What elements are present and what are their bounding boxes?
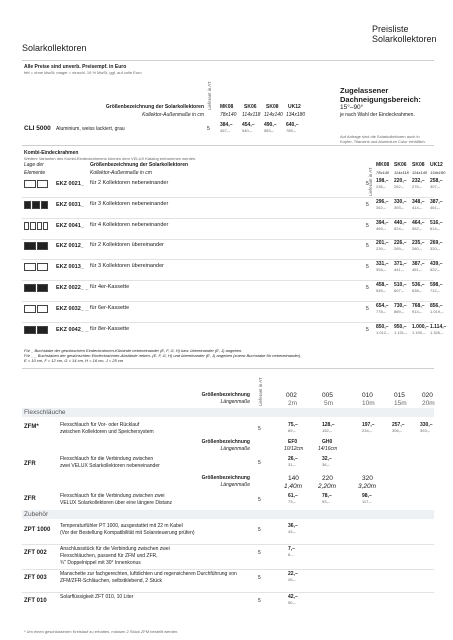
product-code: CLI 5000 [24,125,51,132]
element-layout-icon [24,180,48,188]
price-gross: 414,– [412,205,423,210]
col-dim: 114x140 [412,170,428,175]
row-divider [22,218,434,219]
price-gross: 1.012,– [376,330,390,335]
price-cell [322,422,335,433]
lieferant-value: 5 [207,126,210,132]
price-cell [412,303,425,314]
col-len: 2m [288,400,298,407]
price-gross: 307,– [430,184,441,189]
kombi-row-desc: für 3 Kollektoren nebeneinander [90,201,169,207]
kombi-sub: Weitere Varianten des Kombi-Eindeckrahmens können dem VELUX Katalog entnommen werden. [24,156,197,161]
price-net: 387,– [430,199,443,205]
kombi-row-desc: für 6er-Kassette [90,305,130,311]
kombi-row-code: EKZ 0031_ [56,202,84,208]
col-len: 15m [394,400,407,407]
price-cell [376,240,389,251]
elemente-label: Elemente [24,170,46,176]
kombi-dim-label: Kollektor-Außenmaße in cm [90,170,152,176]
price-cell [412,199,425,210]
price-net: 226,– [394,240,407,246]
price-net: 516,– [430,220,443,226]
col-code: SK08 [412,162,425,168]
price-net: 768,– [412,303,425,309]
kombi-row-code: EKZ 0032_ _ [56,306,89,312]
price-net: 330,– [394,199,407,205]
element-layout-icon [24,263,48,271]
zfm-desc2: zwischen Kollektoren und Speichersystem [60,429,154,435]
price-gross: 461,– [412,267,423,272]
price-gross: 393,– [394,205,405,210]
price-cell [394,240,407,251]
price-gross: 320,– [430,246,441,251]
zfr1-desc1: Flexschlauch für die Verbindung zwischen [60,456,154,462]
price-cell [430,261,443,272]
price-cell [394,261,407,272]
price-net: 197,– [362,422,375,428]
price-cell [392,422,405,433]
price-cell [394,220,407,231]
section-title: Solarkollektoren [22,43,87,53]
row-divider [22,569,434,570]
price-net: 856,– [430,303,443,309]
col-dim: 78x140 [220,112,237,118]
price-cell [376,324,389,335]
price-cell [288,546,295,557]
zubehoer-code: ZFT 003 [24,575,47,581]
intro-sub: fett = ohne MwSt; mager = einschl. 19 % MwSt, ggf. auf volle Euro [24,70,142,75]
side-range-sub: je nach Wahl der Eindeckrahmen. [340,112,415,118]
price-net: 201,– [376,240,389,246]
price-cell: 454,– 540,– [242,122,255,133]
price-gross: 914,– [412,309,423,314]
col-code: 002 [286,392,297,399]
zfr1-len-label: Längenmaße [220,446,250,452]
price-gross: 545,– [376,288,387,293]
divider [22,60,434,61]
price-net: 128,– [322,422,335,428]
price-net: 394,– [376,220,389,226]
row-divider [22,259,434,260]
price-gross: 1.326,– [430,330,444,335]
col-dim: 134x180 [430,170,446,175]
price-gross: 869,– [394,309,405,314]
price-cell: 384,– 457,– [220,122,233,133]
zfr2-code: 140 [288,475,299,482]
price-net: 36,– [288,523,298,529]
row-divider [22,592,434,593]
zfr1-code-main: ZFR [24,461,36,467]
price-net: 198,– [376,178,389,184]
price-cell [430,240,443,251]
price-net: 22,– [288,571,298,577]
zubehoer-code: ZPT 1000 [24,527,51,533]
intro-bold: Alle Preise sind unverb. Preisempf. in Euro [24,64,127,70]
side-title: Zugelassener [340,86,389,95]
zfr1-code: GH0 [322,439,333,445]
price-gross: 26,– [288,577,296,582]
zubehoer-section-title: Zubehör [24,511,49,518]
row-divider [22,239,434,240]
price-cell [430,220,443,231]
kombi-foot3: E = 10 cm, F = 12 cm, G = 14 cm, H = 16 cm, J = 25 cm [24,358,124,363]
side-range: 15°–90° [340,104,364,111]
kombi-row-desc: für 2 Kollektoren nebeneinander [90,180,169,186]
side-title: Dachneigungsbereich: [340,95,421,104]
zfm-lieferant: 5 [258,426,261,432]
kombi-row-desc: für 4 Kollektoren nebeneinander [90,222,169,228]
price-net: 654,– [376,303,389,309]
price-gross: 1.019,– [430,309,444,314]
price-gross: 469,– [376,226,387,231]
price-cell [394,178,407,189]
zubehoer-desc1: Manschette zur fachgerechten, luftdichten und regensicheren Durchführung von [60,571,237,577]
price-net: 1.114,– [430,324,447,330]
col-code: SK06 [244,104,257,110]
element-layout-icon [24,284,48,292]
col-dim: 78x140 [376,170,390,175]
element-layout-icon [24,305,48,313]
price-gross: 552,– [412,226,423,231]
zfm-desc1: Flexschlauch für Vor- oder Rücklauf [60,422,140,428]
header-title-line1: Preisliste [372,24,409,34]
zubehoer-desc1: Temperaturfühler PT 1000, ausgestattet mit 22 m Kabel [60,523,183,529]
price-net: 440,– [394,220,407,226]
col-dim: 114x118 [394,170,409,175]
kombi-row-desc: für 4er-Kassette [90,284,130,290]
row-divider [22,197,434,198]
price-gross: 524,– [394,226,405,231]
flex-section-title: Flexschläuche [24,409,66,416]
price-cell [376,303,389,314]
element-layout-icon [24,326,48,334]
price-cell [394,282,407,293]
kombi-row-lieferant: 5 [366,306,369,312]
price-cell: 640,– 785,– [286,122,299,133]
zfr2-len: 1,40m [284,483,303,490]
zubehoer-code: ZFT 010 [24,598,47,604]
price-net: 235,– [412,240,425,246]
price-gross: 394,– [376,267,387,272]
zubehoer-desc2: (Vor der Bestellung Kompatibilität mit Solarsteuerung prüfen) [60,530,195,536]
kombi-row-lieferant: 5 [366,181,369,187]
col-len: 20m [422,400,435,407]
kombi-size-label: Größenbezeichnung der Solarkollektoren [90,162,189,168]
price-cell [376,178,389,189]
price-gross: 522,– [430,267,441,272]
row-divider [22,544,434,545]
side-note [340,86,440,144]
lage-label: Lage der [24,162,44,168]
price-net: 75,– [288,422,298,428]
zfm-code: ZFM* [24,424,39,430]
col-code: UK12 [430,162,443,168]
zfr2-desc1: Flexschlauch für die Verbindung zwischen zwei [60,493,165,499]
zubehoer-desc1: Solarflüssigkeit ZFT 010, 10 Liter [60,594,134,600]
price-gross: 239,– [376,246,387,251]
price-cell [288,594,298,605]
price-cell: 78,– 93,– [322,493,332,504]
kombi-row-lieferant: 5 [366,327,369,333]
zfr1-len: 10/12cm [284,446,304,452]
col-code: 020 [422,392,433,399]
kombi-row-lieferant: 5 [366,264,369,270]
price-gross: 712,– [430,288,441,293]
col-lieferant: Lieferant in AT [207,81,212,110]
price-gross: 1.190,– [412,330,426,335]
price-cell: 98,– 117,– [362,493,372,504]
price-gross: 461,– [430,205,441,210]
zubehoer-lieferant: 5 [258,598,261,604]
zfr1-lieferant: 5 [258,460,261,466]
price-gross: 614,– [430,226,441,231]
col-dim: 134x180 [286,112,306,118]
zfr2-len-label: Längenmaße [220,482,250,488]
kombi-row-desc: für 3 Kollektoren übereinander [90,263,164,269]
price-net: 258,– [430,178,443,184]
price-cell: 61,– 73,– [288,493,298,504]
price-cell [376,220,389,231]
price-cell [412,178,425,189]
price-cell [412,220,425,231]
price-gross: 50,– [288,600,296,605]
kombi-row-desc: für 2 Kollektoren übereinander [90,242,164,248]
zfr2-code-main: ZFR [24,496,36,502]
col-code: SK06 [394,162,407,168]
price-cell [430,303,443,314]
col-len: 5m [324,400,334,407]
page-header [372,24,442,44]
price-net: 269,– [430,240,443,246]
col-code: UK12 [288,104,301,110]
col-code: MK08 [376,162,390,168]
price-gross: 89,– [288,428,296,433]
price-net: 296,– [376,199,389,205]
price-gross: 234,– [362,428,373,433]
kombi-row-code: EKZ 0012_ [56,243,84,249]
zubehoer-lieferant: 5 [258,550,261,556]
price-cell [362,422,375,433]
zubehoer-code: ZFT 002 [24,550,47,556]
row-divider [22,280,434,281]
zfr2-lieferant: 5 [258,497,261,503]
kombi-row-code: EKZ 0022_ _ [56,285,89,291]
price-net: 850,– [376,324,389,330]
price-cell [430,199,443,210]
zubehoer-desc3: ¾" Doppelnippel mit 30° Innenkonus [60,560,141,566]
price-gross: 607,– [394,288,405,293]
price-cell [288,571,298,582]
price-gross: 8,– [288,552,294,557]
zfr2-code: 320 [362,475,373,482]
price-net: 7,– [288,546,295,552]
price-net: 387,– [412,261,425,267]
kombi-row-code: EKZ 0042_ _ [56,327,89,333]
element-layout-icon [24,201,48,209]
price-gross: 152,– [322,428,333,433]
size-label: Größenbezeichnung der Solarkollektoren [105,104,204,110]
element-layout-icon [24,222,48,230]
price-net: 232,– [412,178,425,184]
zfr1-desc2: zwei VELUX Solarkollektoren nebeneinander [60,463,160,469]
kombi-row-code: EKZ 0021_ [56,181,84,187]
side-note-1: Auf Anfrage sind die Solarkollektoren auch in [340,134,420,139]
col-dim: 114x118 [242,112,261,118]
price-cell [376,261,389,272]
price-net: 257,– [392,422,405,428]
price-net: 510,– [394,282,407,288]
col-code: 005 [322,392,333,399]
price-net: 220,– [394,178,407,184]
price-gross: 280,– [412,246,423,251]
col-code: MK08 [220,104,234,110]
kombi-col-lieferant: Lieferant in AT [368,167,373,196]
price-cell [430,324,446,335]
zubehoer-lieferant: 5 [258,575,261,581]
flex-col-lieferant: Lieferant in AT [258,377,263,406]
price-gross: 1.131,– [394,330,408,335]
product-desc: Aluminium, weiss lackiert, grau [56,126,125,132]
col-code: 015 [394,392,405,399]
price-gross: 352,– [376,205,387,210]
zfr2-size-label: Größenbezeichnung [201,475,250,481]
kombi-row-desc: für 8er-Kassette [90,326,130,332]
price-gross: 236,– [376,184,387,189]
zfr2-len: 2,20m [318,483,337,490]
zfr1-code: EF0 [288,439,298,445]
divider [22,368,434,369]
price-cell [412,324,429,335]
price-net: 1.000,– [412,324,429,330]
kombi-foot1: Für _ Buchstabe der gewünschten Eindeckrahmen-Kürbinde nebeneinander (E, F, G, H) bzw. übereinander (E, J) angeben. [24,348,243,353]
price-net: 42,– [288,594,298,600]
price-gross: 393,– [420,428,431,433]
price-gross: 306,– [392,428,403,433]
kombi-row-lieferant: 5 [366,223,369,229]
zubehoer-desc2: Flexschläuchen, passend für ZFM und ZFR, [60,553,158,559]
col-len: 10m [362,400,375,407]
price-net: 464,– [412,220,425,226]
zfr2-len: 3,20m [358,483,377,490]
section-band [22,510,434,519]
element-layout-icon [24,242,48,250]
price-cell: 490,– 583,– [264,122,277,133]
zubehoer-lieferant: 5 [258,527,261,533]
price-net: 439,– [430,261,443,267]
price-gross: 269,– [394,246,405,251]
zfr1-len: 14/16cm [318,446,338,452]
price-cell [288,422,298,433]
price-net: 331,– [376,261,389,267]
zfr2-desc2: VELUX Solarkollektoren über eine längere Distanz [60,500,173,506]
price-cell [376,282,389,293]
col-code: 010 [362,392,373,399]
price-cell [420,422,433,433]
header-title-line2: Solarkollektoren [372,34,437,44]
price-cell [430,282,443,293]
price-cell [394,324,407,335]
zubehoer-desc2: ZFM/ZFR-Schläuchen, selbstklebend, 2 Stück [60,578,162,584]
price-gross: 262,– [394,184,405,189]
price-cell [412,282,425,293]
price-cell [412,240,425,251]
zubehoer-footnote: * Um einen geschlossenen Kreislauf zu erhalten, müssen 2 Stück ZFM bestellt werden. [24,629,179,634]
kombi-title: Kombi-Eindeckrahmen [24,150,79,156]
flex-size-label: Größenbezeichnung [201,392,250,398]
kombi-row-code: EKZ 0041_ [56,223,84,229]
price-net: 598,– [430,282,443,288]
kombi-row-lieferant: 5 [366,243,369,249]
row-divider [22,322,434,323]
price-net: 330,– [420,422,433,428]
price-gross: 778,– [376,309,387,314]
price-net: 371,– [394,261,407,267]
price-cell [394,303,407,314]
kombi-row-lieferant: 5 [366,202,369,208]
price-cell [376,199,389,210]
price-net: 536,– [412,282,425,288]
kombi-row-lieferant: 5 [366,285,369,291]
section-band [22,408,434,417]
price-cell [412,261,425,272]
price-net: 348,– [412,199,425,205]
price-cell [394,199,407,210]
price-cell: 26,– 31,– [288,456,298,467]
divider [22,145,434,146]
flex-len-label: Längenmaße [220,399,250,405]
price-gross: 276,– [412,184,423,189]
price-cell [430,178,443,189]
col-dim: 114x140 [264,112,283,118]
zfr1-size-label: Größenbezeichnung [201,439,250,445]
zubehoer-desc1: Anschlussstück für die Verbindung zwischen zwei [60,546,170,552]
price-gross: 43,– [288,529,296,534]
price-gross: 638,– [412,288,423,293]
price-cell [288,523,298,534]
price-cell: 32,– 38,– [322,456,332,467]
kombi-row-code: EKZ 0013_ [56,264,84,270]
row-divider [22,301,434,302]
price-gross: 441,– [394,267,405,272]
col-code: SK08 [266,104,279,110]
side-note-2: Kupfer, Titanzink und Aluminium Color erhältlich. [340,139,426,144]
dim-label: Kollektor-Außenmaße in cm [142,112,204,118]
kombi-foot2: Für _ _ Buchstaben der gewünschten Eindeckrahmen-Abstände neben- (E, F, G, H) und übereinander (E, J) angeben (zuerst Buchstabe für nebeneinander). [24,353,302,358]
price-net: 730,– [394,303,407,309]
zfr2-code: 220 [322,475,333,482]
price-net: 950,– [394,324,407,330]
price-net: 458,– [376,282,389,288]
